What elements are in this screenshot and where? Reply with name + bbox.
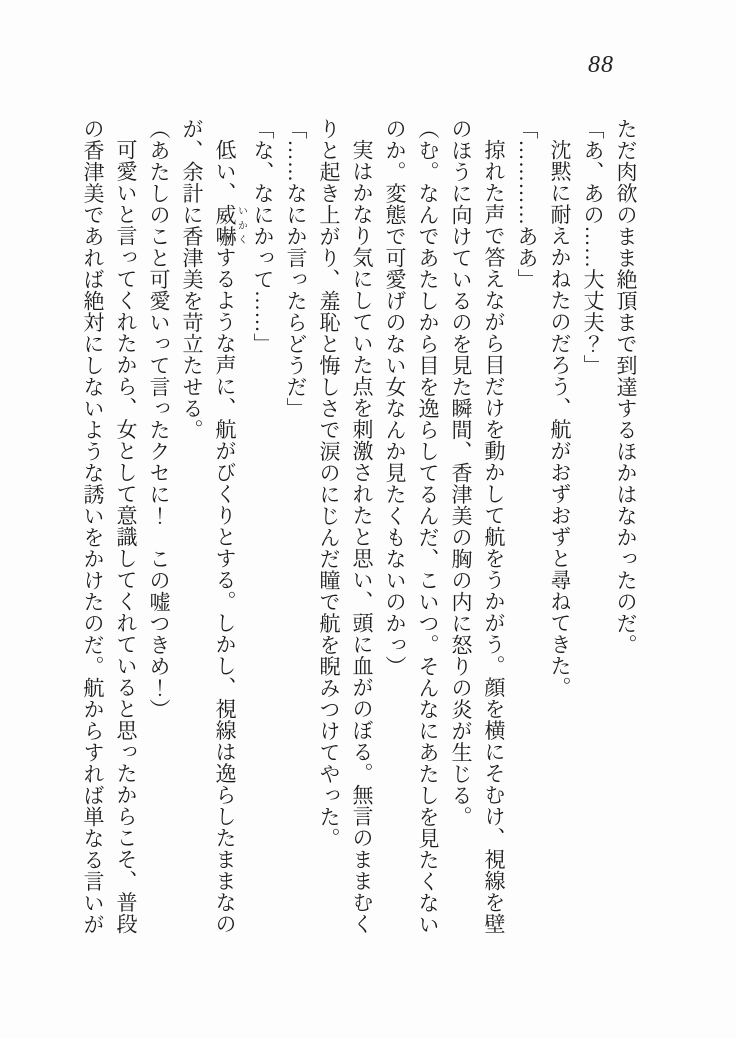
text-line-inner-monologue: のか。変態で可愛げのない女なんか見たくもないのかっ） [383,118,407,677]
text-line-dialogue: 「…………ああ」 [515,118,539,290]
text-line-dialogue: 「……なにか言ったらどうだ」 [284,118,308,419]
text-line: 掠れた声で答えながら目だけを動かして航をうかがう。顔を横にそむけ、視線を壁 [482,139,506,935]
text-line-with-ruby [208,118,246,942]
text-line: が、余計に香津美を苛立たせる。 [180,118,204,441]
text-segment: 低い、 [213,139,237,204]
ruby-furigana: いかく [235,203,247,247]
body-text [76,118,642,942]
page-number: 88 [588,52,614,78]
text-line-dialogue: 「な、なにかって……」 [251,118,275,355]
text-line-inner-monologue: （む。なんであたしから目を逸らしてるんだ、こいつ。そんなにあたしを見たくない [416,118,440,935]
ruby-word [213,203,247,247]
text-line-inner-monologue: （あたしのこと可愛いって言ったクセに！ この嘘つきめ！） [147,118,171,720]
text-line: 実はかなり気にしていた点を刺激されたと思い、頭に血がのぼる。無言のままむく [350,139,374,935]
text-line: りと起き上がり、羞恥と悔しさで涙のにじんだ瞳で航を睨みつけてやった。 [317,118,341,849]
text-line: のほうに向けているのを見た瞬間、香津美の胸の内に怒りの炎が生じる。 [449,118,473,828]
text-segment: するような声に、航がびくりとする。しかし、視線は逸らしたままなの [213,246,237,935]
text-line: の香津美であれば絶対にしないような誘いをかけたのだ。航からすれば単なる言いが [81,118,105,935]
text-line-dialogue: 「あ、あの……大丈夫？」 [581,118,605,376]
ruby-base: 威嚇 [213,203,237,247]
text-line: ただ肉欲のまま絶頂まで到達するほかはなかったのだ。 [614,118,638,656]
text-line: 沈黙に耐えかねたのだろう、航がおずおずと尋ねてきた。 [548,139,572,698]
text-line: 可愛いと言ってくれたから、女として意識してくれていると思ったからこそ、普段 [114,139,138,935]
